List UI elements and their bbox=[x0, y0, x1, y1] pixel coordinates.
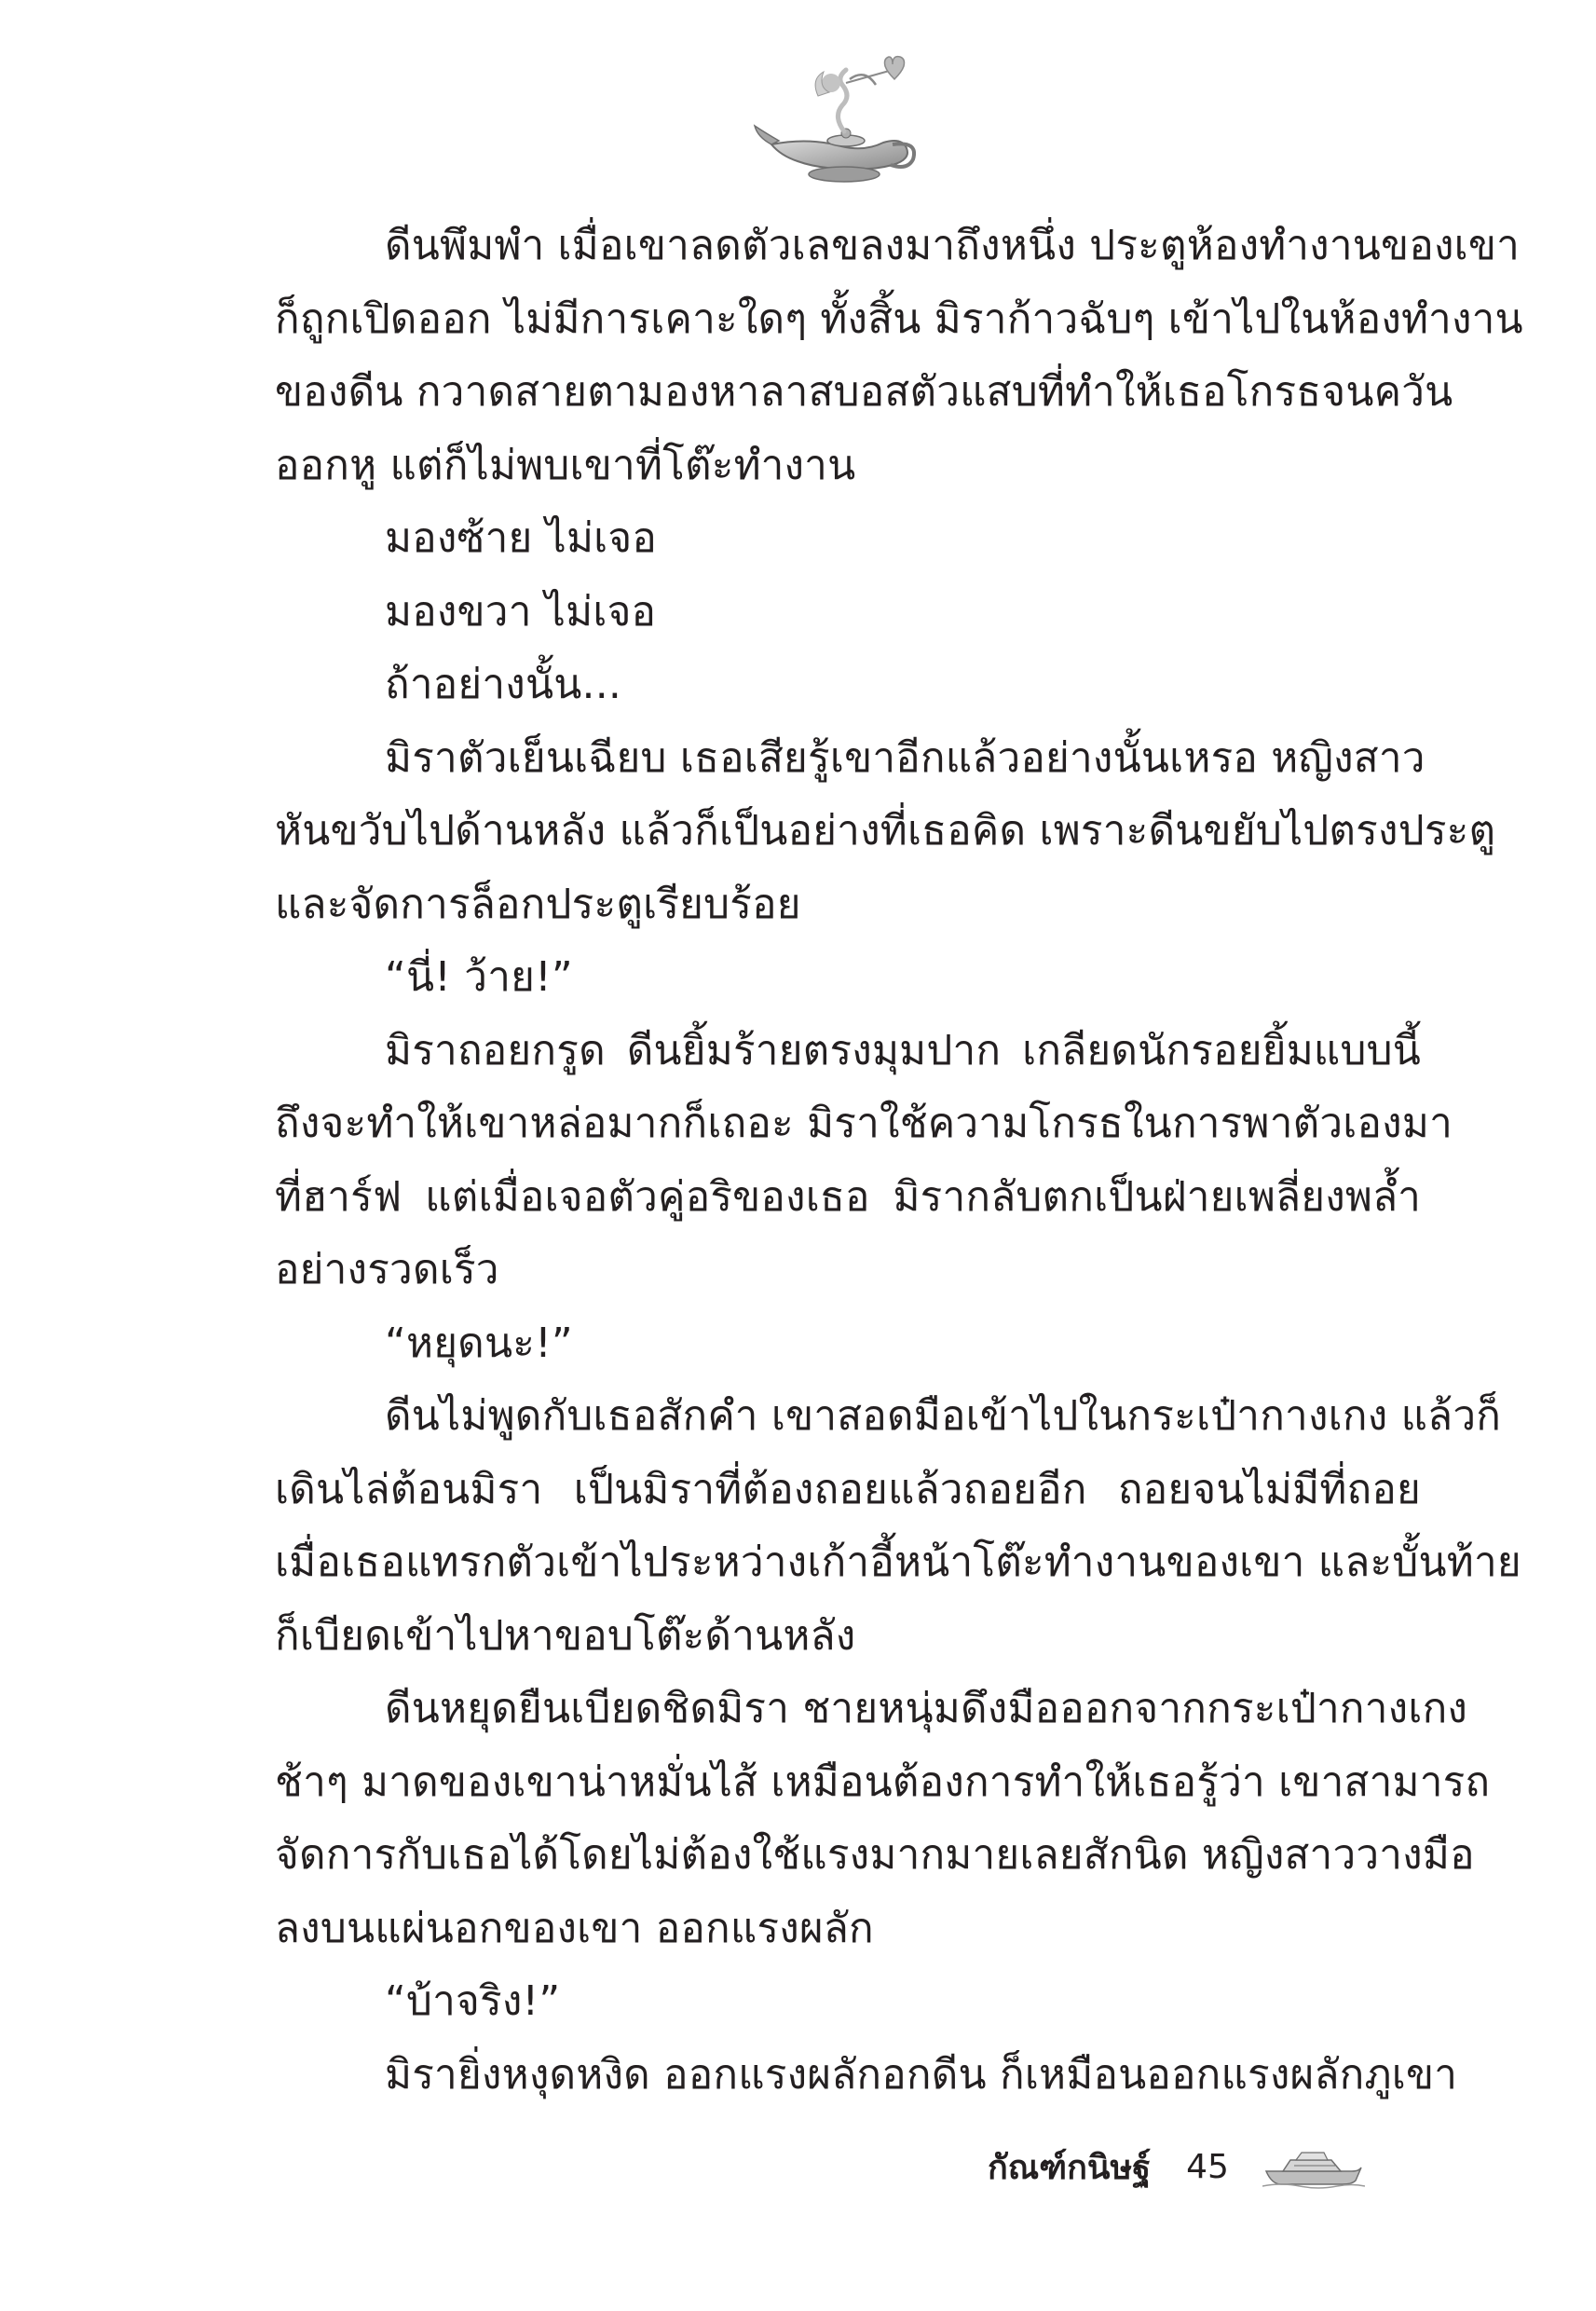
text-line: “บ้าจริง!” bbox=[385, 1977, 561, 2025]
text-line: มิรายิ่งหงุดหงิด ออกแรงผลักอกดีน ก็เหมือนออกแรงผลักภูเขา bbox=[385, 2050, 1458, 2099]
chapter-text bbox=[275, 210, 1523, 2112]
text-line: มิราถอยกรูด ดีนยิ้มร้ายตรงมุมปาก เกลียดนักรอยยิ้มแบบนี้ bbox=[385, 1026, 1421, 1074]
boat-icon bbox=[1262, 2143, 1365, 2190]
text-line: ถึงจะทำให้เขาหล่อมากก็เถอะ มิราใช้ความโกรธในการพาตัวเองมา bbox=[275, 1100, 1453, 1147]
text-line: ออกหู แต่ก็ไม่พบเขาที่โต๊ะทำงาน bbox=[275, 441, 856, 489]
text-line: มองขวา ไม่เจอ bbox=[385, 587, 657, 636]
text-line: จัดการกับเธอได้โดยไม่ต้องใช้แรงมากมายเลยสักนิด หญิงสาววางมือ bbox=[275, 1831, 1475, 1879]
text-line: ช้าๆ มาดของเขาน่าหมั่นไส้ เหมือนต้องการทำให้เธอรู้ว่า เขาสามารถ bbox=[275, 1757, 1491, 1806]
text-line: มิราตัวเย็นเฉียบ เธอเสียรู้เขาอีกแล้วอย่างนั้นเหรอ หญิงสาว bbox=[385, 733, 1425, 782]
text-line: ดีนหยุดยืนเบียดชิดมิรา ชายหนุ่มดึงมือออกจากกระเป๋ากางเกง bbox=[385, 1685, 1468, 1732]
text-line: “นี่! ว้าย!” bbox=[385, 953, 573, 1001]
text-line: ของดีน กวาดสายตามองหาลาสบอสตัวแสบที่ทำให้เธอโกรธจนควัน bbox=[275, 368, 1453, 416]
text-line: ก็ถูกเปิดออก ไม่มีการเคาะใดๆ ทั้งสิ้น มิราก้าวฉับๆ เข้าไปในห้องทำงาน bbox=[275, 294, 1523, 343]
page-footer bbox=[988, 2139, 1365, 2195]
text-line: และจัดการล็อกประตูเรียบร้อย bbox=[275, 880, 801, 928]
text-line: มองซ้าย ไม่เจอ bbox=[385, 514, 658, 562]
text-line: อย่างรวดเร็ว bbox=[275, 1246, 499, 1293]
text-line: ก็เบียดเข้าไปหาขอบโต๊ะด้านหลัง bbox=[275, 1611, 856, 1660]
page-number: 45 bbox=[1186, 2147, 1229, 2186]
text-line: ที่ฮาร์ฟ แต่เมื่อเจอตัวคู่อริของเธอ มิรากลับตกเป็นฝ่ายเพลี่ยงพล้ำ bbox=[275, 1172, 1421, 1221]
text-line: หันขวับไปด้านหลัง แล้วก็เป็นอย่างที่เธอคิด เพราะดีนขยับไปตรงประตู bbox=[275, 807, 1496, 855]
text-line: เดินไล่ต้อนมิรา เป็นมิราที่ต้องถอยแล้วถอยอีก ถอยจนไม่มีที่ถอย bbox=[275, 1465, 1421, 1513]
cupid-genie-lamp-icon bbox=[753, 51, 921, 191]
text-line: ลงบนแผ่นอกของเขา ออกแรงผลัก bbox=[275, 1904, 874, 1952]
text-line: ดีนไม่พูดกับเธอสักคำ เขาสอดมือเข้าไปในกระเป๋ากางเกง แล้วก็ bbox=[385, 1392, 1502, 1440]
book-title: กัณฑ์กนิษฐ์ bbox=[988, 2148, 1152, 2187]
text-line: “หยุดนะ!” bbox=[385, 1319, 573, 1367]
text-line: ดีนพึมพำ เมื่อเขาลดตัวเลขลงมาถึงหนึ่ง ประตูห้องทำงานของเขา bbox=[385, 222, 1521, 269]
text-line: เมื่อเธอแทรกตัวเข้าไประหว่างเก้าอี้หน้าโต๊ะทำงานของเขา และบั้นท้าย bbox=[275, 1538, 1521, 1586]
text-line: ถ้าอย่างนั้น... bbox=[385, 661, 622, 708]
